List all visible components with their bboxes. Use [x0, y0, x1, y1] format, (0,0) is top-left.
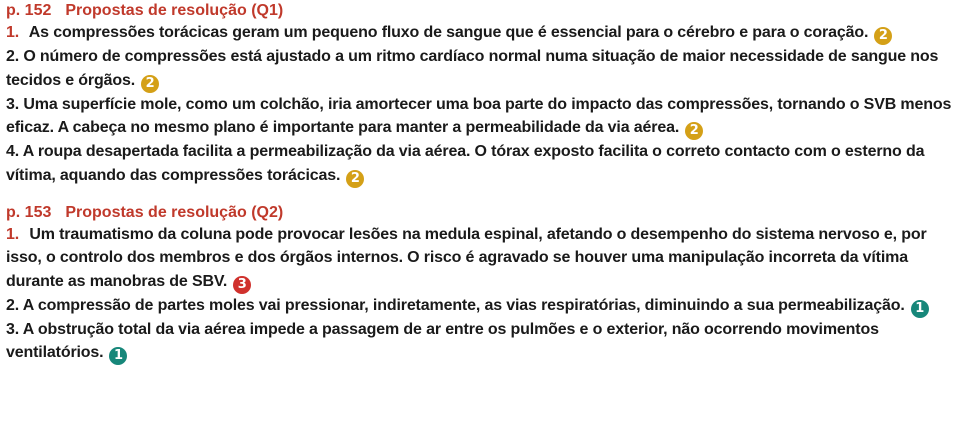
answer-number: 3. — [6, 95, 20, 113]
answer-number: 1. — [6, 24, 20, 41]
answer-item — [6, 294, 956, 318]
section-title: Propostas de resolução (Q1) — [65, 2, 284, 19]
score-badge: 2 — [874, 27, 892, 45]
answer-text: Uma superfície mole, como um colchão, iria amortecer uma boa parte do impacto das compressões, tornando o SVB menos eficaz. A cabeça no mesmo plano é importante para manter a permeabilidade da via aérea. — [6, 95, 952, 136]
answer-text: A obstrução total da via aérea impede a passagem de ar entre os pulmões e o exterior, não ocorrendo movimentos ventilatórios. — [6, 320, 879, 361]
section-heading — [6, 1, 956, 21]
section-q2 — [6, 203, 956, 366]
section-q1 — [6, 0, 956, 188]
answer-number: 2. — [6, 48, 20, 65]
section-heading — [6, 203, 956, 223]
answer-text: O número de compressões está ajustado a um ritmo cardíaco normal numa situação de maior necessidade de sangue nos tecidos e órgãos. — [6, 48, 939, 89]
answer-text: As compressões torácicas geram um pequeno fluxo de sangue que é essencial para o cérebro e para o coração. — [28, 24, 869, 41]
answer-text: A compressão de partes moles vai pressionar, indiretamente, as vias respiratórias, diminuindo a sua permeabilização. — [22, 296, 905, 314]
answer-item — [6, 21, 956, 45]
page-reference: p. 152 — [6, 2, 52, 19]
score-badge: 2 — [346, 170, 364, 188]
answer-item — [6, 318, 956, 366]
answer-number: 1. — [6, 225, 20, 243]
answer-item — [6, 45, 956, 93]
answer-number: 3. — [6, 320, 20, 338]
answer-number: 4. — [6, 143, 20, 160]
score-badge: 2 — [685, 122, 703, 140]
answer-item — [6, 223, 956, 294]
answer-item — [6, 93, 956, 141]
section-title: Propostas de resolução (Q2) — [65, 203, 284, 221]
score-badge: 1 — [109, 347, 127, 365]
score-badge: 3 — [233, 276, 251, 294]
answer-text: A roupa desapertada facilita a permeabilização da via aérea. O tórax exposto facilita o correto contacto com o esterno da vítima, aquando das compressões torácicas. — [6, 143, 925, 184]
score-badge: 1 — [911, 300, 929, 318]
answer-text: Um traumatismo da coluna pode provocar lesões na medula espinal, afetando o desempenho do sistema nervoso e, por isso, o controlo dos membros e dos órgãos internos. O risco é agravado se houver uma manipulação incorreta da vítima durante as manobras de SBV. — [6, 225, 927, 290]
page-reference: p. 153 — [6, 203, 52, 221]
answer-number: 2. — [6, 296, 20, 314]
answer-item — [6, 140, 956, 188]
score-badge: 2 — [141, 75, 159, 93]
